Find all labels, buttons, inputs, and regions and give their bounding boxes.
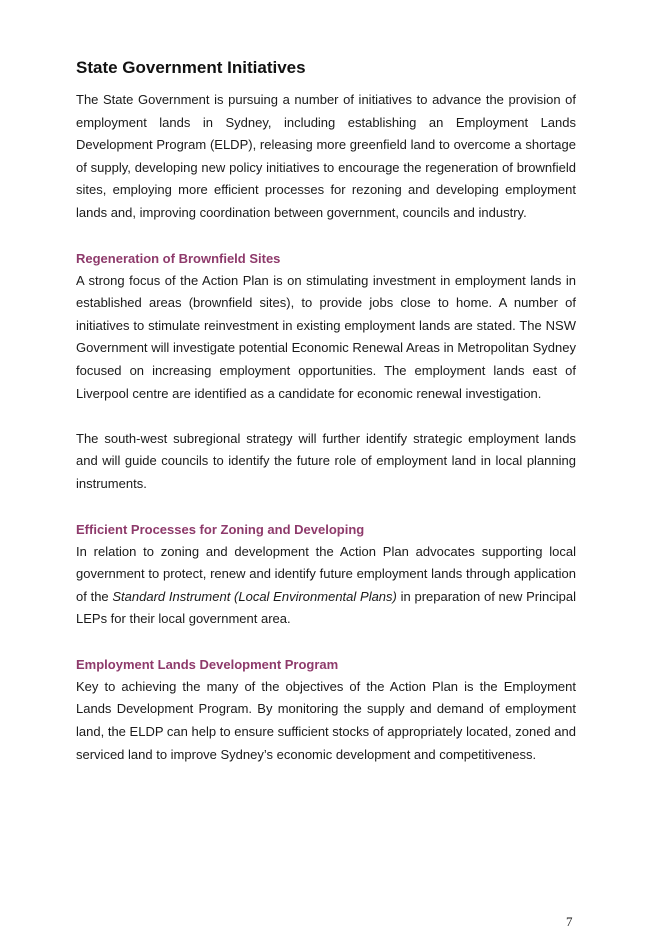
instrument-title: Standard Instrument (Local Environmental Plans) [112,588,397,604]
page-title: State Government Initiatives [76,58,306,77]
spacer [76,405,576,428]
section-heading: Regeneration of Brownfield Sites [76,250,281,266]
section-heading: Efficient Processes for Zoning and Developing [76,521,365,537]
document-page [76,52,576,766]
section-paragraph: Key to achieving the many of the objectives of the Action Plan is the Employment Lands Development Program. By monitoring the supply and demand of employment land, the ELDP can help to ensure sufficient stocks of appropriately located, zoned and serviced land to improve Sydney’s economic development and competitiveness. [76,678,576,762]
section-eldp [76,653,576,766]
paragraph-text: In relation to zoning and development the Action Plan advocates supporting local government to protect, renew and identify future employment lands through application of the [76,543,576,604]
spacer [76,496,576,518]
spacer [76,631,576,653]
section-paragraph [76,541,576,631]
section-paragraph: A strong focus of the Action Plan is on stimulating investment in employment lands in established areas (brownfield sites), to provide jobs close to home. A number of initiatives to stimulate reinvestment in existing employment lands are stated. The NSW Government will investigate potential Economic Renewal Areas in Metropolitan Sydney focused on increasing employment opportunities. The employment lands east of Liverpool centre are identified as a candidate for economic renewal investigation. [76,272,576,401]
page-number: 7 [566,914,573,929]
paragraph-text: in preparation of new Principal LEPs for their local government area. [76,588,576,627]
spacer [76,225,576,247]
section-paragraph: The south-west subregional strategy will further identify strategic employment lands and will guide councils to identify the future role of employment land in local planning instruments. [76,430,576,491]
section-brownfield [76,247,576,496]
section-zoning [76,518,576,631]
section-heading: Employment Lands Development Program [76,656,339,672]
intro-paragraph: The State Government is pursuing a number of initiatives to advance the provision of employment lands in Sydney, including establishing an Employment Lands Development Program (ELDP), releasing more greenfield land to overcome a shortage of supply, developing new policy initiatives to encourage the regeneration of brownfield sites, employing more efficient processes for rezoning and developing employment lands and, improving coordination between government, councils and industry. [76,92,576,220]
